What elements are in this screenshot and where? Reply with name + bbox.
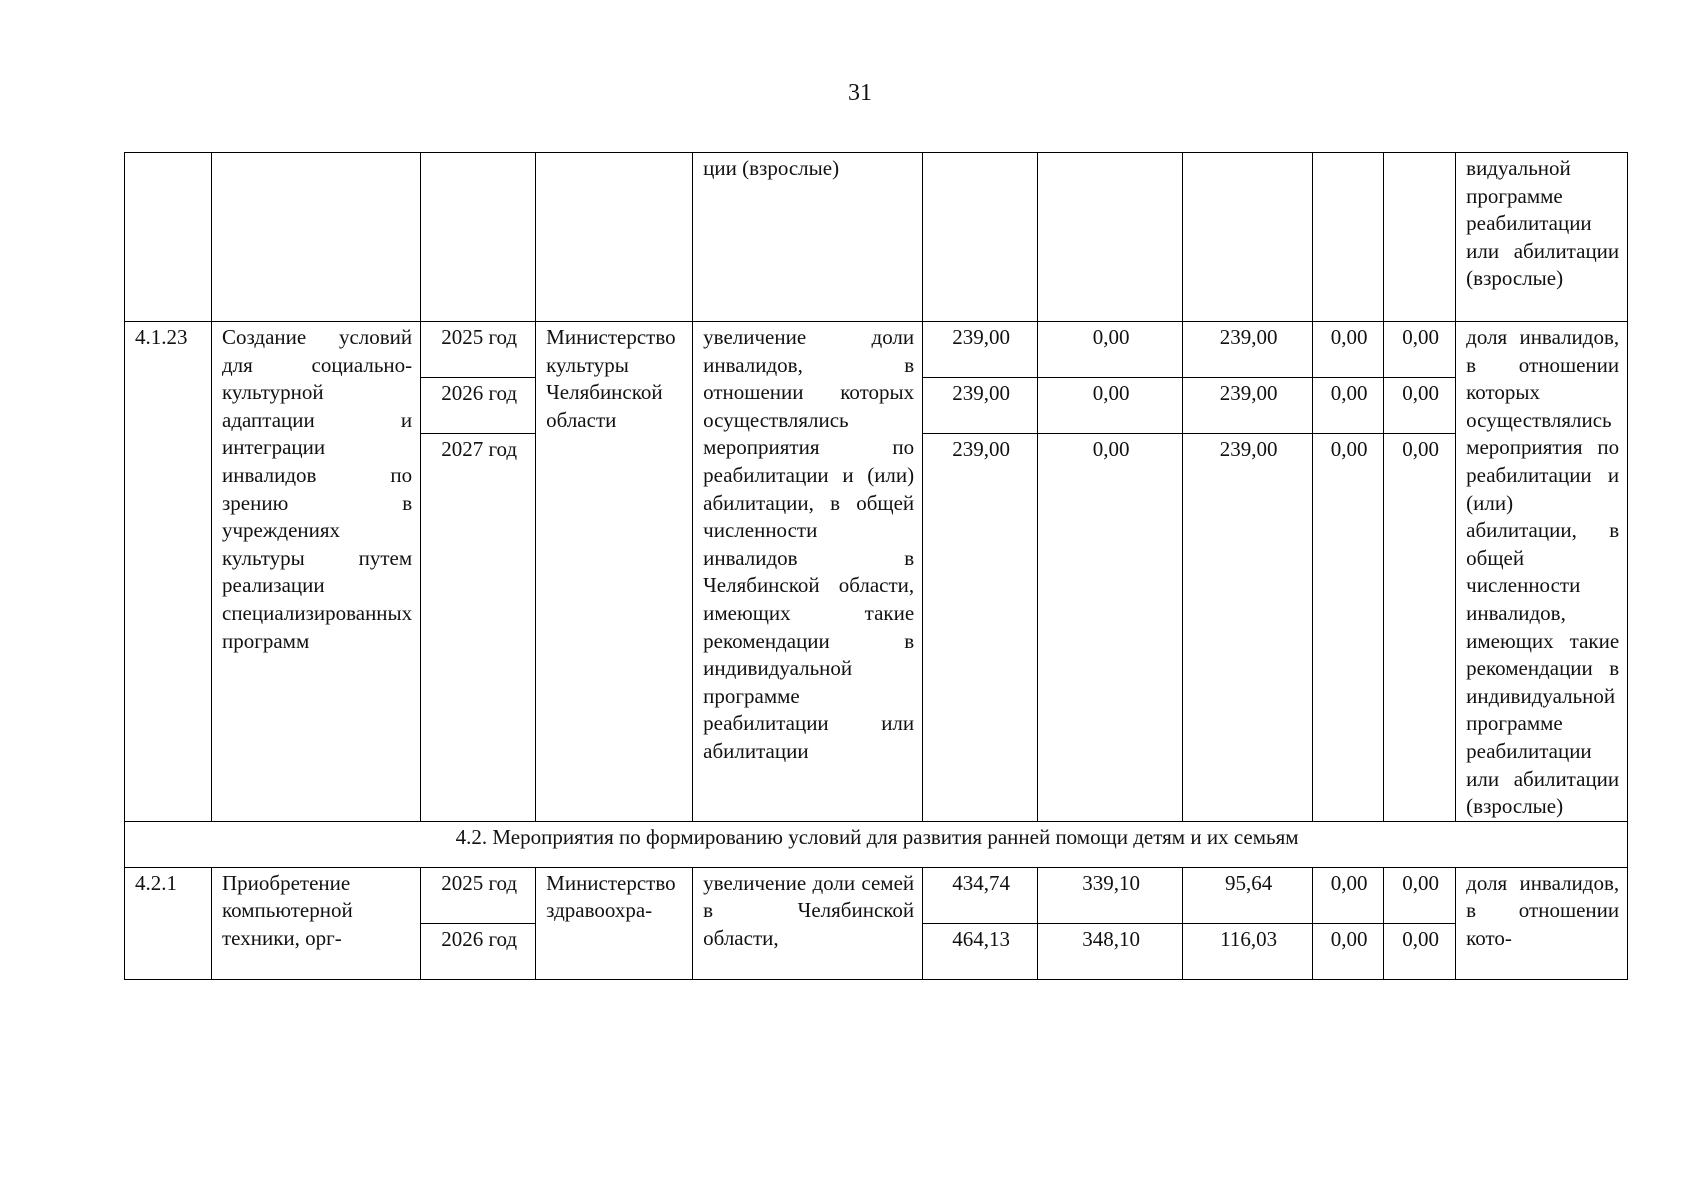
other-cell: 0,00 (1384, 434, 1456, 822)
total-cell: 239,00 (923, 322, 1038, 378)
table-row (125, 322, 1628, 378)
regional-cell: 116,03 (1183, 923, 1313, 979)
total-cell: 239,00 (923, 434, 1038, 822)
year-cell: 2025 год (421, 322, 536, 378)
regional-cell: 95,64 (1183, 867, 1313, 923)
item-name: Создание условий для социально-культурной адаптации и интеграции инвалидов по зрению в учреждениях культуры путем реализации специализированных программ (212, 322, 421, 822)
continued-indicator-cell: видуальной программе реабилитации или абилитации (взрослые) (1456, 153, 1628, 322)
local-cell: 0,00 (1313, 322, 1384, 378)
regional-cell: 239,00 (1183, 378, 1313, 434)
responsible-cell: Министерство культуры Челябинской области (536, 322, 693, 822)
item-number: 4.2.1 (125, 867, 212, 979)
other-cell: 0,00 (1384, 322, 1456, 378)
other-cell: 0,00 (1384, 923, 1456, 979)
federal-cell: 348,10 (1038, 923, 1183, 979)
local-cell: 0,00 (1313, 867, 1384, 923)
table-row (125, 867, 1628, 923)
result-cell: увеличение доли инвалидов, в отношении которых осуществлялись мероприятия по реабилитации и (или) абилитации, в общей численности инвалидов в Челябинской области, имеющих такие рекомендации в индивидуальной программе реабилитации или абилитации (693, 322, 923, 822)
responsible-cell: Министерство здравоохра- (536, 867, 693, 979)
federal-cell: 0,00 (1038, 378, 1183, 434)
federal-cell: 0,00 (1038, 434, 1183, 822)
regional-cell: 239,00 (1183, 434, 1313, 822)
federal-cell: 0,00 (1038, 322, 1183, 378)
continued-result-cell: ции (взрослые) (693, 153, 923, 322)
indicator-cell: доля инвалидов, в отношении которых осуществлялись мероприятия по реабилитации и (или) абилитации, в общей численности инвалидов, имеющих такие рекомендации в индивидуальной программе реабилитации или абилитации (взрослые) (1456, 322, 1628, 822)
continued-row (125, 153, 1628, 322)
year-cell: 2027 год (421, 434, 536, 822)
other-cell: 0,00 (1384, 378, 1456, 434)
local-cell: 0,00 (1313, 378, 1384, 434)
total-cell: 434,74 (923, 867, 1038, 923)
total-cell: 464,13 (923, 923, 1038, 979)
federal-cell: 339,10 (1038, 867, 1183, 923)
regional-cell: 239,00 (1183, 322, 1313, 378)
other-cell: 0,00 (1384, 867, 1456, 923)
total-cell: 239,00 (923, 378, 1038, 434)
page-number: 31 (848, 80, 872, 106)
indicator-cell: доля инвалидов, в отношении кото- (1456, 867, 1628, 979)
local-cell: 0,00 (1313, 923, 1384, 979)
result-cell: увеличение доли семей в Челябинской области, (693, 867, 923, 979)
program-table (124, 152, 1628, 980)
section-header-row (125, 821, 1628, 867)
year-cell: 2025 год (421, 867, 536, 923)
year-cell: 2026 год (421, 378, 536, 434)
section-title: 4.2. Мероприятия по формированию условий для развития ранней помощи детям и их семьям (125, 821, 1628, 867)
local-cell: 0,00 (1313, 434, 1384, 822)
item-name: Приобретение компьютерной техники, орг- (212, 867, 421, 979)
item-number: 4.1.23 (125, 322, 212, 822)
year-cell: 2026 год (421, 923, 536, 979)
